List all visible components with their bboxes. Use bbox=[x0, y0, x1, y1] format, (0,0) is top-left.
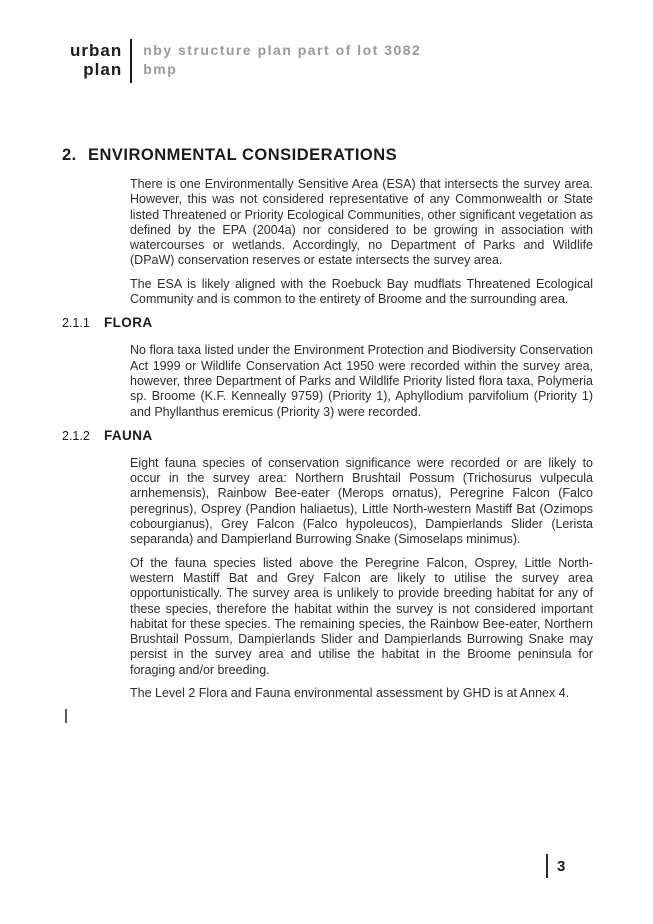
main-section-heading bbox=[62, 146, 593, 165]
logo-line-urban: urban bbox=[70, 41, 123, 60]
document-title-line-2: bmp bbox=[143, 61, 178, 77]
subsection-heading-fauna bbox=[62, 428, 593, 443]
intro-paragraph-1: There is one Environmentally Sensitive Area (ESA) that intersects the survey area. However, this was not considered representative of any Commonwealth or State listed Threatened or Priority Ecological Communities, other significant vegetation as defined by the EPA (2004a) nor considered to be growing in association with watercourses or wetlands. Accordingly, no Department of Parks and Wildlife (DPaW) conservation reserves or estate intersects the survey area. bbox=[130, 177, 593, 268]
subsection-number: 2.1.2 bbox=[62, 428, 90, 443]
subsection-number: 2.1.1 bbox=[62, 316, 90, 331]
logo-line-plan: plan bbox=[83, 60, 123, 79]
main-section-number: 2. bbox=[62, 146, 77, 164]
page-content bbox=[62, 146, 593, 723]
text-cursor bbox=[65, 709, 67, 723]
subsection-heading-flora bbox=[62, 315, 593, 330]
header-divider bbox=[130, 39, 132, 83]
page-number: 3 bbox=[557, 857, 566, 875]
flora-paragraph-1: No flora taxa listed under the Environment Protection and Biodiversity Conservation Act 1999 or Wildlife Conservation Act 1950 were recorded within the survey area, however, three Department of Parks and Wildlife Priority listed flora taxa, Polymeria sp. Broome (K.F. Kenneally 9759) (Priority 1), Aphyllodium parvifolium (Priority 1) and Phyllanthus eremicus (Priority 3) were recorded. bbox=[130, 343, 593, 419]
page-header bbox=[70, 41, 421, 79]
fauna-paragraph-2: Of the fauna species listed above the Peregrine Falcon, Osprey, Little North-western Mastiff Bat and Grey Falcon are likely to utilise the survey area opportunistically. The survey area is unlikely to provide breeding habitat for any of these species, therefore the habitat within the survey is not considered important habitat for these species. The remaining species, the Rainbow Bee-eater, Northern Brushtail Possum, Dampierlands Slider and Dampierlands Burrowing Snake may persist in the survey area and utilise the habitat in the Broome peninsula for foraging and/or breeding. bbox=[130, 555, 593, 677]
document-title-line-1: nby structure plan part of lot 3082 bbox=[143, 42, 422, 58]
main-section-title: ENVIRONMENTAL CONSIDERATIONS bbox=[88, 146, 398, 164]
subsection-title: FLORA bbox=[104, 315, 153, 331]
page-footer bbox=[546, 854, 565, 878]
intro-paragraph-2: The ESA is likely aligned with the Roebuck Bay mudflats Threatened Ecological Community and is common to the entirety of Broome and the surrounding area. bbox=[130, 276, 593, 307]
fauna-paragraph-1: Eight fauna species of conservation significance were recorded or are likely to occur in the survey area: Northern Brushtail Possum (Trichosurus vulpecula arnhemensis), Rainbow Bee-eater (Merops ornatus), Peregrine Falcon (Falco peregrinus), Osprey (Pandion haliaetus), Little North-western Mastiff Bat (Ozimops cobourgianus), Grey Falcon (Falco hypoleucos), Dampierlands Slider (Lerista separanda) and Dampierland Burrowing Snake (Simoselaps minimus). bbox=[130, 455, 593, 547]
urbanplan-logo bbox=[70, 41, 122, 79]
fauna-paragraph-3: The Level 2 Flora and Fauna environmental assessment by GHD is at Annex 4. bbox=[130, 686, 570, 701]
subsection-title: FAUNA bbox=[104, 427, 153, 443]
document-title bbox=[143, 41, 421, 79]
footer-divider bbox=[546, 854, 548, 878]
